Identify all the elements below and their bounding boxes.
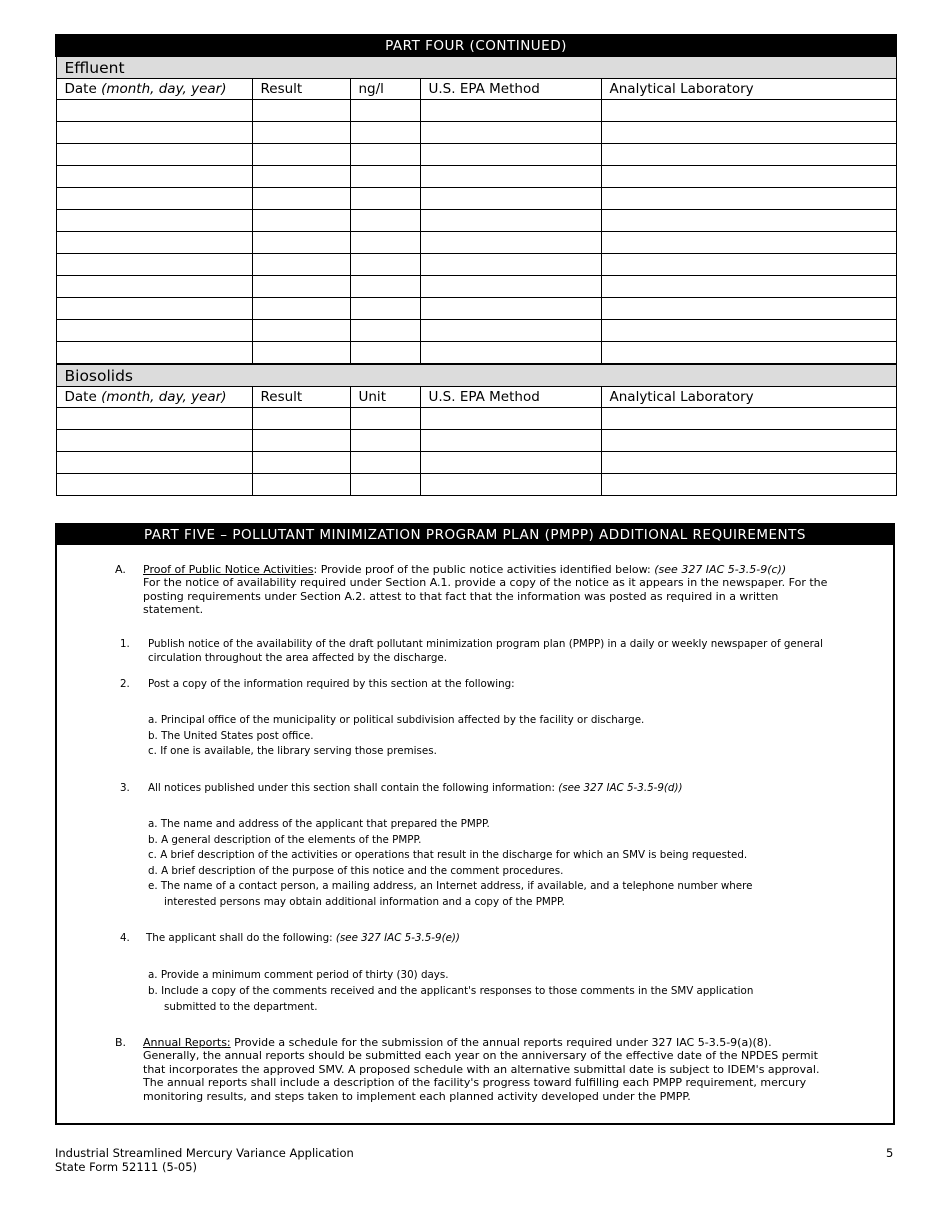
item-4-text: The applicant shall do the following: (see 327 IAC 5-3.5-9(e)) [146,932,460,944]
effluent-unit-cell[interactable] [350,188,420,210]
item-3-sub-a: a. The name and address of the applicant that prepared the PMPP. [148,818,490,830]
biosolids-date-cell[interactable] [56,430,252,452]
effluent-method-cell[interactable] [420,320,601,342]
effluent-result-cell[interactable] [252,276,350,298]
item-2-sublist [148,713,644,760]
effluent-result-cell[interactable] [252,144,350,166]
biosolids-lab-cell[interactable] [601,474,896,496]
effluent-result-cell[interactable] [252,320,350,342]
effluent-unit-cell[interactable] [350,166,420,188]
biosolids-date-header: Date (month, day, year) [56,387,252,408]
effluent-lab-header: Analytical Laboratory [601,79,896,100]
effluent-lab-cell[interactable] [601,254,896,276]
item-3-sub-e-cont: interested persons may obtain additional information and a copy of the PMPP. [164,895,565,908]
effluent-method-cell[interactable] [420,254,601,276]
effluent-date-cell[interactable] [56,276,252,298]
effluent-method-cell[interactable] [420,210,601,232]
effluent-date-cell[interactable] [56,100,252,122]
effluent-unit-cell[interactable] [350,100,420,122]
effluent-unit-cell[interactable] [350,232,420,254]
effluent-row [56,144,896,166]
effluent-lab-cell[interactable] [601,210,896,232]
effluent-method-cell[interactable] [420,166,601,188]
part-five-title: PART FIVE – POLLUTANT MINIMIZATION PROGRAM PLAN (PMPP) ADDITIONAL REQUIREMENTS [57,525,893,545]
effluent-date-cell[interactable] [56,166,252,188]
effluent-method-cell[interactable] [420,100,601,122]
biosolids-method-header: U.S. EPA Method [420,387,601,408]
biosolids-unit-cell[interactable] [350,408,420,430]
effluent-row [56,232,896,254]
effluent-row [56,188,896,210]
effluent-row [56,100,896,122]
effluent-method-cell[interactable] [420,144,601,166]
part-four-table [55,34,895,496]
effluent-date-cell[interactable] [56,254,252,276]
effluent-unit-cell[interactable] [350,122,420,144]
effluent-lab-cell[interactable] [601,232,896,254]
effluent-unit-cell[interactable] [350,210,420,232]
biosolids-unit-header: Unit [350,387,420,408]
item-1-text: Publish notice of the availability of the draft pollutant minimization program plan (PMPP) in a daily or weekly newspaper of general circulation throughout the area affected by the discharge. [148,638,823,664]
biosolids-unit-cell[interactable] [350,474,420,496]
effluent-row [56,166,896,188]
effluent-date-cell[interactable] [56,188,252,210]
item-3-text: All notices published under this section shall contain the following information: (see 327 IAC 5-3.5-9(d)) [148,782,683,794]
item-2-sub-b: b. The United States post office. [148,729,314,742]
effluent-lab-cell[interactable] [601,100,896,122]
effluent-method-cell[interactable] [420,276,601,298]
footer-form-number: State Form 52111 (5-05) [55,1160,198,1174]
effluent-lab-cell[interactable] [601,122,896,144]
biosolids-unit-cell[interactable] [350,430,420,452]
item-4-sublist [148,967,753,1016]
item-2-number: 2. [120,678,130,690]
item-3-sub-b: b. A general description of the elements of the PMPP. [148,833,422,846]
effluent-row [56,254,896,276]
effluent-lab-cell[interactable] [601,166,896,188]
biosolids-method-cell[interactable] [420,408,601,430]
biosolids-lab-header: Analytical Laboratory [601,387,896,408]
effluent-result-cell[interactable] [252,254,350,276]
effluent-row [56,298,896,320]
item-4-number: 4. [120,932,130,944]
effluent-row [56,210,896,232]
effluent-result-cell[interactable] [252,122,350,144]
biosolids-result-header: Result [252,387,350,408]
biosolids-method-cell[interactable] [420,474,601,496]
item-2-sub-a: a. Principal office of the municipality or political subdivision affected by the facility or discharge. [148,714,645,726]
part-five-box [55,523,895,1125]
effluent-date-header: Date (month, day, year) [56,79,252,100]
item-3-number: 3. [120,782,130,794]
biosolids-date-cell[interactable] [56,474,252,496]
item-2-text: Post a copy of the information required by this section at the following: [148,678,515,690]
effluent-row [56,342,896,365]
biosolids-lab-cell[interactable] [601,408,896,430]
effluent-result-cell[interactable] [252,188,350,210]
biosolids-method-cell[interactable] [420,452,601,474]
biosolids-section-label: Biosolids [56,364,896,387]
biosolids-header-row [56,387,896,408]
section-a-heading: Proof of Public Notice Activities [143,563,314,576]
section-a-letter: A. [115,563,126,576]
effluent-result-cell[interactable] [252,166,350,188]
biosolids-row [56,474,896,496]
biosolids-row [56,452,896,474]
effluent-section-label: Effluent [56,56,896,79]
section-b-heading: Annual Reports: [143,1036,231,1049]
biosolids-row [56,430,896,452]
effluent-unit-cell[interactable] [350,276,420,298]
biosolids-date-cell[interactable] [56,408,252,430]
biosolids-result-cell[interactable] [252,408,350,430]
footer-page-number: 5 [886,1146,894,1160]
effluent-result-cell[interactable] [252,232,350,254]
item-4-sub-b: b. Include a copy of the comments received and the applicant's responses to those comments in the SMV application [148,985,754,998]
footer-form-title: Industrial Streamlined Mercury Variance Application [55,1146,354,1160]
effluent-unit-cell[interactable] [350,144,420,166]
effluent-lab-cell[interactable] [601,276,896,298]
effluent-unit-cell[interactable] [350,298,420,320]
item-2-sub-c: c. If one is available, the library serving those premises. [148,745,437,758]
effluent-header-row [56,79,896,100]
biosolids-method-cell[interactable] [420,430,601,452]
effluent-result-cell[interactable] [252,298,350,320]
effluent-row [56,276,896,298]
effluent-result-header: Result [252,79,350,100]
effluent-row [56,320,896,342]
effluent-result-cell[interactable] [252,210,350,232]
biosolids-result-cell[interactable] [252,452,350,474]
effluent-date-cell[interactable] [56,232,252,254]
footer-form-info [55,1146,354,1174]
item-3-sub-d: d. A brief description of the purpose of this notice and the comment procedures. [148,864,564,877]
item-3-sub-c: c. A brief description of the activities or operations that result in the discharge for which an SMV is being requested. [148,849,748,862]
effluent-result-cell[interactable] [252,100,350,122]
effluent-unit-cell[interactable] [350,254,420,276]
biosolids-date-cell[interactable] [56,452,252,474]
effluent-lab-cell[interactable] [601,320,896,342]
biosolids-result-cell[interactable] [252,474,350,496]
biosolids-result-cell[interactable] [252,430,350,452]
effluent-date-cell[interactable] [56,320,252,342]
effluent-unit-header: ng/l [350,79,420,100]
effluent-date-cell[interactable] [56,298,252,320]
section-b-text: Annual Reports: Provide a schedule for the submission of the annual reports required under 327 IAC 5-3.5-9(a)(8). Generally, the annual reports should be submitted each year on the anniversary of the effective date of the NPDES permit that incorporates the approved SMV. A proposed schedule with an alternative submittal date is subject to IDEM's approval. The annual reports shall include a description of the facility's progress toward fulfilling each PMPP requirement, mercury monitoring results, and steps taken to implement each planned activity developed under the PMPP. [143,1036,820,1103]
effluent-method-header: U.S. EPA Method [420,79,601,100]
effluent-lab-cell[interactable] [601,298,896,320]
item-3-sublist [148,817,752,911]
item-4-sub-a: a. Provide a minimum comment period of thirty (30) days. [148,969,449,981]
effluent-lab-cell[interactable] [601,144,896,166]
effluent-row [56,122,896,144]
effluent-lab-cell[interactable] [601,342,896,365]
effluent-unit-cell[interactable] [350,342,420,365]
item-3-sub-e: e. The name of a contact person, a mailing address, an Internet address, if available, and a telephone number where [148,880,753,893]
item-1-number: 1. [120,638,130,650]
biosolids-lab-cell[interactable] [601,452,896,474]
effluent-date-cell[interactable] [56,210,252,232]
effluent-date-cell[interactable] [56,122,252,144]
biosolids-unit-cell[interactable] [350,452,420,474]
biosolids-lab-cell[interactable] [601,430,896,452]
effluent-method-cell[interactable] [420,232,601,254]
effluent-unit-cell[interactable] [350,320,420,342]
effluent-lab-cell[interactable] [601,188,896,210]
section-a-text: Proof of Public Notice Activities: Provide proof of the public notice activities identified below: (see 327 IAC 5-3.5-9(c)) For the notice of availability required under Section A.1. provide a copy of the notice as it appears in the newspaper. For the posting requirements under Section A.2. attest to that fact that the information was posted as required in a written statement. [143,563,828,617]
item-4-sub-b-cont: submitted to the department. [164,1001,318,1014]
biosolids-row [56,408,896,430]
effluent-method-cell[interactable] [420,342,601,365]
effluent-date-cell[interactable] [56,342,252,365]
effluent-method-cell[interactable] [420,188,601,210]
effluent-date-cell[interactable] [56,144,252,166]
part-four-title: PART FOUR (CONTINUED) [56,35,896,56]
effluent-method-cell[interactable] [420,122,601,144]
section-b-letter: B. [115,1036,127,1049]
effluent-result-cell[interactable] [252,342,350,365]
effluent-method-cell[interactable] [420,298,601,320]
